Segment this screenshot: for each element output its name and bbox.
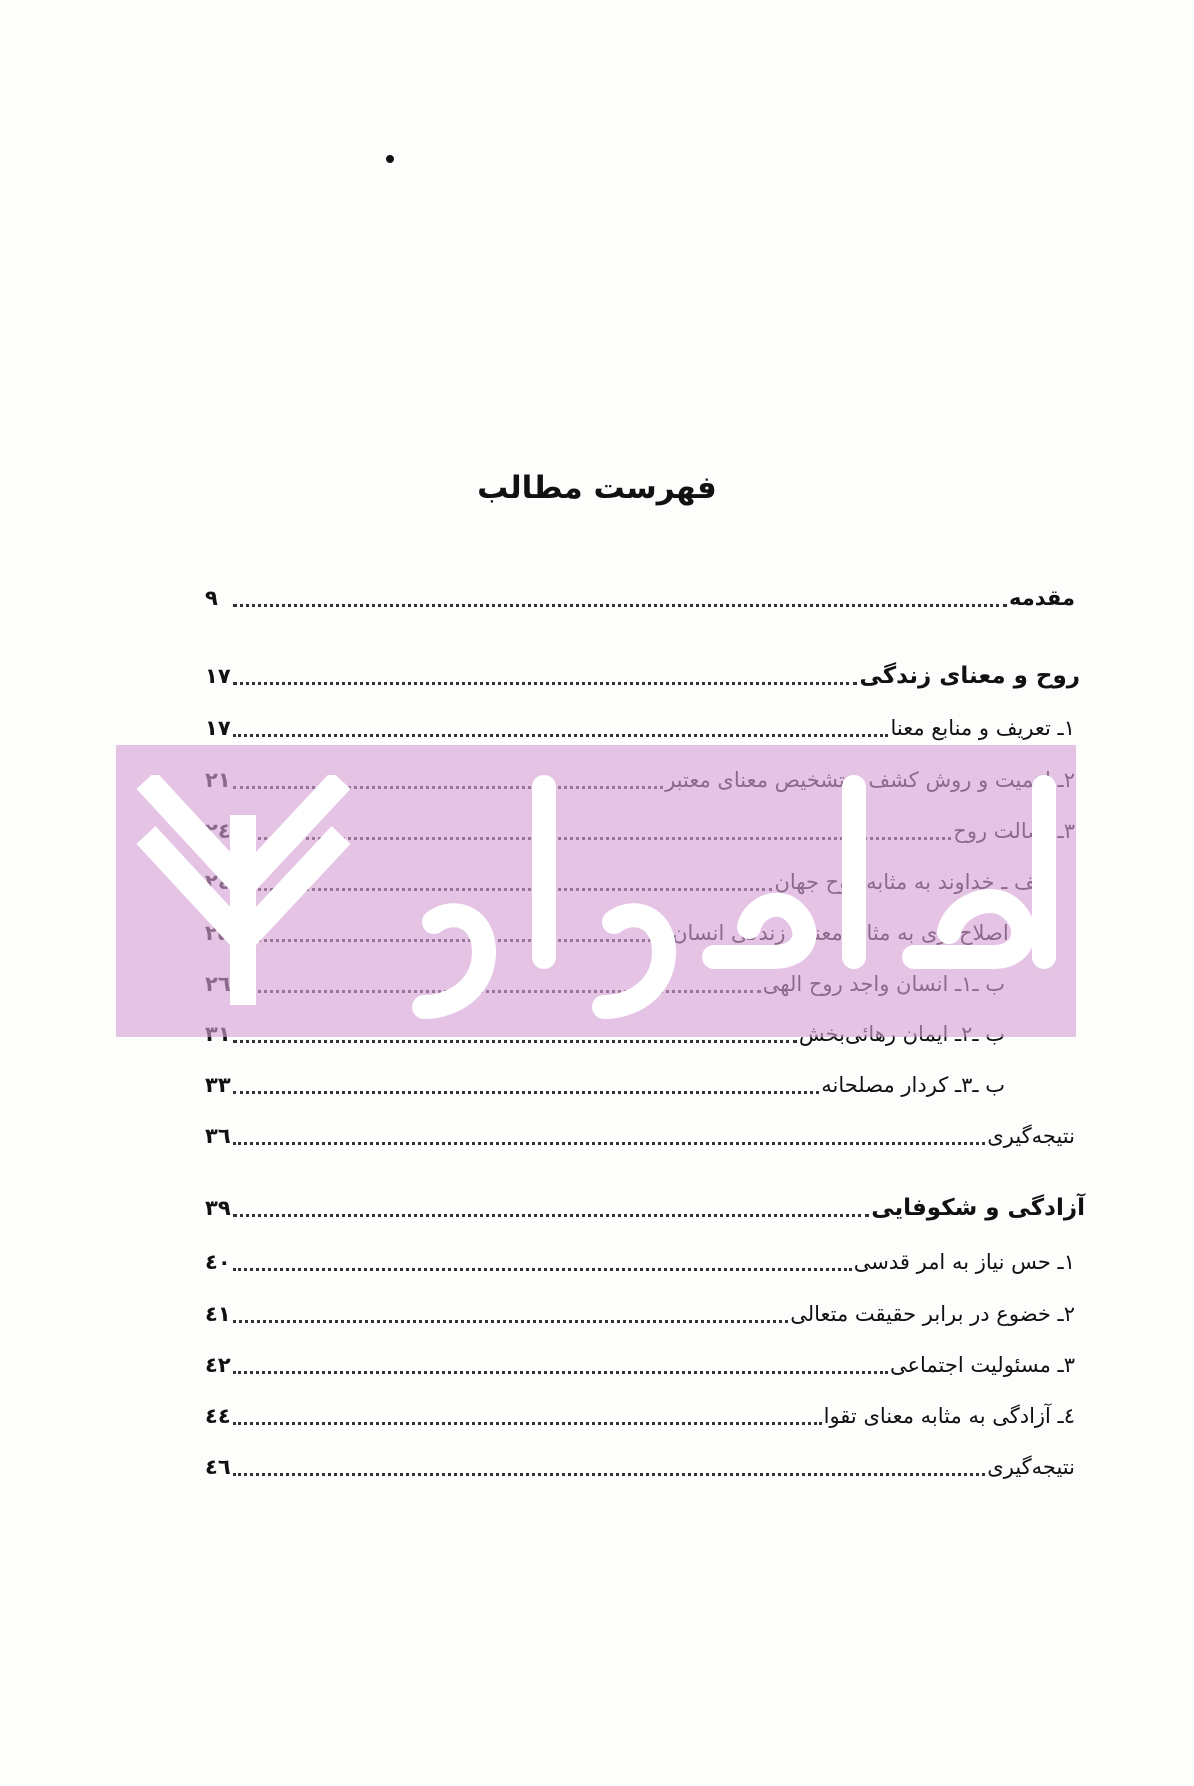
toc-section-heading bbox=[205, 1190, 1085, 1226]
toc-entry bbox=[205, 1449, 1075, 1485]
toc-entry-label: ۱ـ حس نیاز به امر قدسی bbox=[853, 1250, 1075, 1274]
toc-entry-page: ٤٤ bbox=[205, 1404, 231, 1428]
dot-leader bbox=[233, 1320, 788, 1323]
dot-leader bbox=[233, 1142, 985, 1145]
toc-entry-label: نتیجه‌گیری bbox=[987, 1124, 1075, 1148]
toc-entry bbox=[205, 1296, 1075, 1332]
ink-speck bbox=[386, 155, 394, 163]
toc-entry bbox=[205, 1118, 1075, 1154]
dot-leader bbox=[233, 1268, 852, 1271]
toc-entry-page: ۳۳ bbox=[205, 1073, 231, 1097]
toc-entry-page: ۹ bbox=[205, 586, 218, 610]
toc-entry bbox=[205, 1347, 1075, 1383]
toc-section-heading bbox=[205, 658, 1080, 694]
toc-entry-label: ۳ـ مسئولیت اجتماعی bbox=[889, 1353, 1075, 1377]
toc-entry-page: ۳۹ bbox=[205, 1196, 231, 1220]
dot-leader bbox=[233, 604, 1007, 607]
toc-entry-label: ٤ـ آزادگی به مثابه معنای تقوا bbox=[823, 1404, 1075, 1428]
toc-entry-subsub bbox=[205, 1067, 1005, 1103]
toc-entry-label: نتیجه‌گیری bbox=[987, 1455, 1075, 1479]
toc-entry-page: ٤۲ bbox=[205, 1353, 231, 1377]
toc-entry-page: ۱۷ bbox=[205, 664, 231, 688]
dot-leader bbox=[233, 1422, 822, 1425]
watermark-wordmark-icon bbox=[394, 757, 1064, 1027]
toc-entry-label: ۱ـ تعریف و منابع معنا bbox=[890, 716, 1075, 740]
dot-leader bbox=[233, 1371, 888, 1374]
toc-entry-page: ٤۰ bbox=[205, 1250, 231, 1274]
toc-entry-label: روح و معنای زندگی bbox=[859, 663, 1080, 689]
dot-leader bbox=[233, 1214, 869, 1217]
page-title: فهرست مطالب bbox=[477, 470, 717, 506]
toc-entry-page: ٤۱ bbox=[205, 1302, 231, 1326]
dot-leader bbox=[233, 734, 888, 737]
watermark-logo-icon bbox=[126, 775, 361, 1005]
toc-entry-label: ب ـ۳ـ کردار مصلحانه bbox=[821, 1073, 1005, 1097]
toc-entry-page: ٤٦ bbox=[205, 1455, 231, 1479]
watermark-overlay bbox=[116, 745, 1076, 1037]
dot-leader bbox=[233, 1040, 797, 1043]
toc-entry-page: ۱۷ bbox=[205, 716, 231, 740]
toc-entry-label: مقدمه bbox=[1009, 586, 1075, 610]
toc-entry bbox=[205, 710, 1075, 746]
toc-entry-page: ۳٦ bbox=[205, 1124, 231, 1148]
toc-entry bbox=[205, 1244, 1075, 1280]
dot-leader bbox=[233, 1473, 985, 1476]
toc-entry bbox=[205, 1398, 1075, 1434]
toc-entry-label: آزادگی و شکوفایی bbox=[871, 1195, 1085, 1221]
toc-entry-label: ۲ـ خضوع در برابر حقیقت متعالی bbox=[790, 1302, 1075, 1326]
dot-leader bbox=[233, 1091, 819, 1094]
toc-entry-intro bbox=[205, 580, 1075, 616]
dot-leader bbox=[233, 682, 857, 685]
